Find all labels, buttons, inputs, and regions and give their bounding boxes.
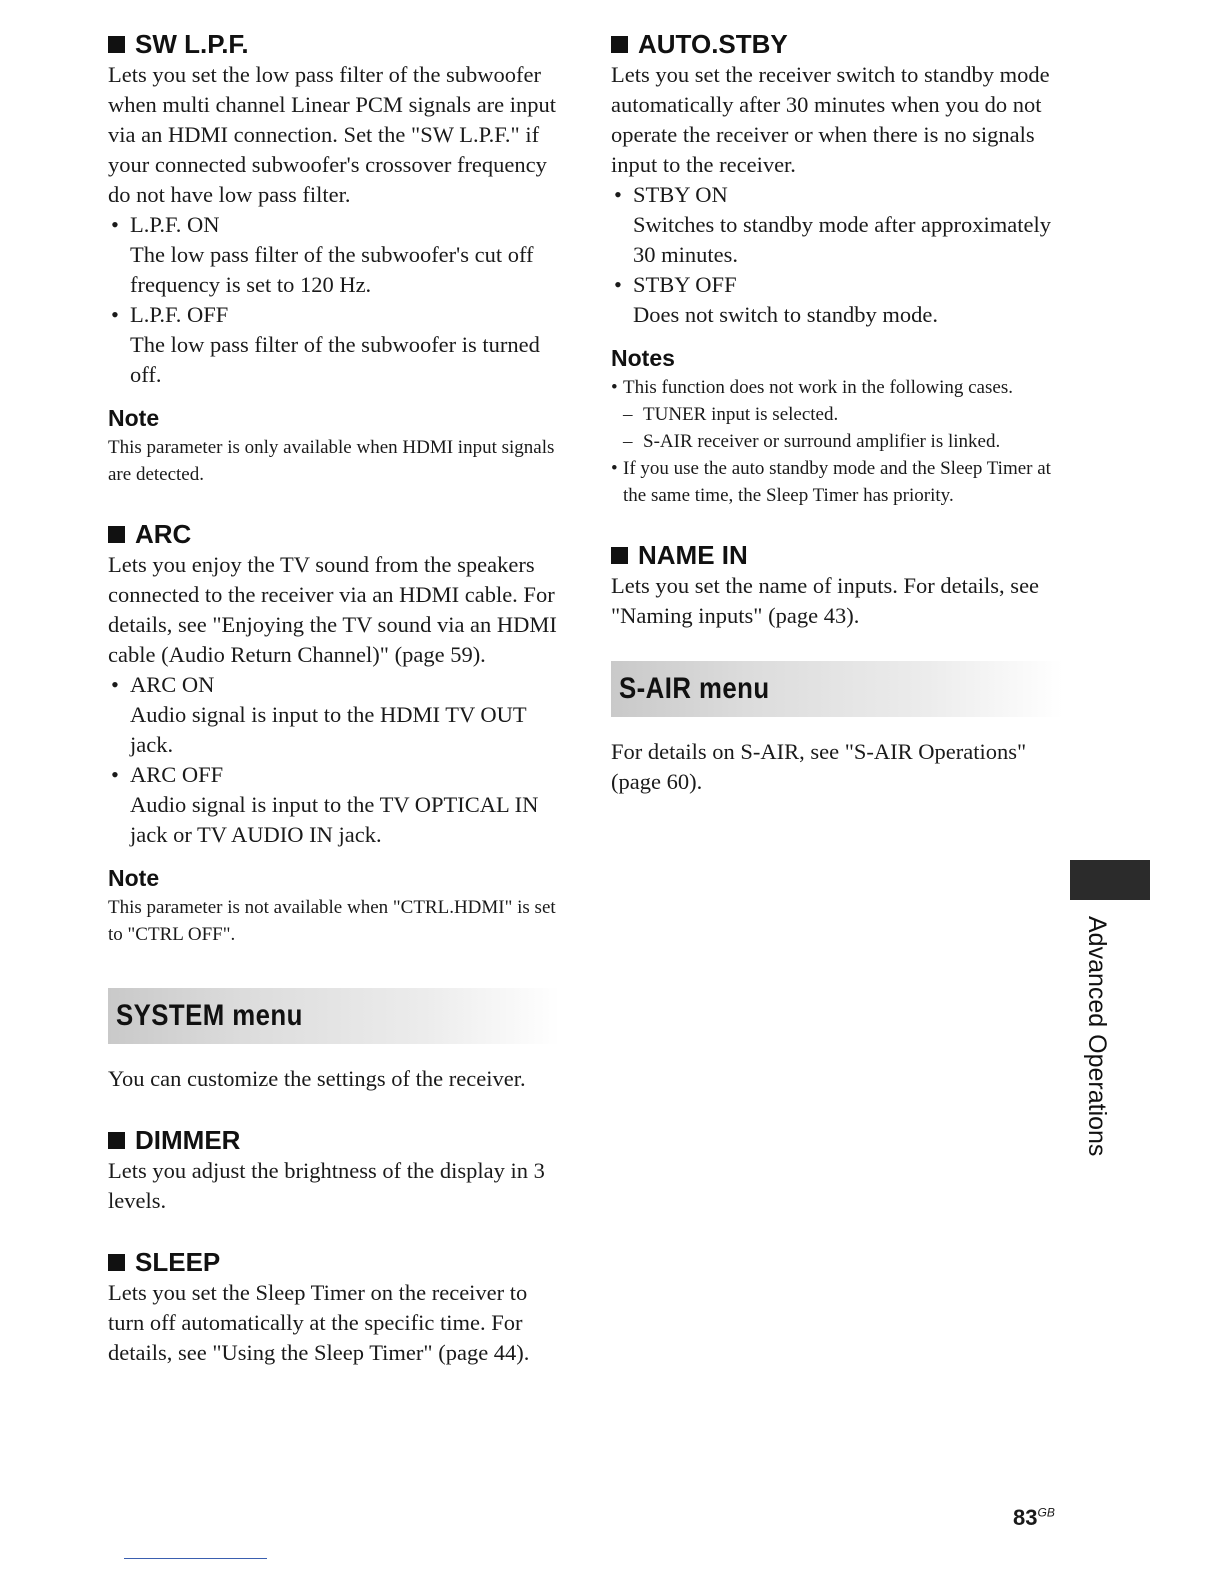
page-number-value: 83 <box>1013 1505 1038 1530</box>
notes-list <box>611 374 1063 509</box>
section-heading <box>611 539 1063 571</box>
note-item <box>611 374 1063 455</box>
option-label: ARC ON <box>130 672 215 697</box>
option-list <box>108 210 560 390</box>
bullet-icon: • <box>614 182 622 207</box>
option-label: STBY OFF <box>633 272 737 297</box>
section-auto-stby <box>611 28 1063 509</box>
option-item <box>611 180 1063 270</box>
section-body: Lets you set the name of inputs. For details, see "Naming inputs" (page 43). <box>611 573 1040 628</box>
option-item <box>108 670 560 760</box>
option-desc: Does not switch to standby mode. <box>633 302 938 327</box>
left-column <box>108 28 560 1368</box>
section-heading <box>108 518 560 550</box>
option-item <box>108 760 560 850</box>
section-body: For details on S-AIR, see "S-AIR Operations" (page 60). <box>611 739 1027 794</box>
section-body: Lets you set the receiver switch to standby mode automatically after 30 minutes when you do not operate the receiver or when there is no signals input to the receiver. <box>611 62 1050 177</box>
menu-banner-title: SYSTEM menu <box>116 999 303 1032</box>
option-item <box>108 210 560 300</box>
page-number <box>1013 1505 1055 1531</box>
option-desc: The low pass filter of the subwoofer is turned off. <box>130 332 540 387</box>
note-subtext: TUNER input is selected. <box>643 404 839 425</box>
option-label: ARC OFF <box>130 762 224 787</box>
option-item <box>611 270 1063 330</box>
menu-banner <box>108 988 560 1044</box>
section-body: Lets you adjust the brightness of the display in 3 levels. <box>108 1158 545 1213</box>
bullet-icon: • <box>111 212 119 237</box>
option-desc: Audio signal is input to the HDMI TV OUT jack. <box>130 702 527 757</box>
section-title: AUTO.STBY <box>638 29 788 59</box>
section-title: DIMMER <box>135 1125 241 1155</box>
note-heading: Note <box>108 405 160 431</box>
square-icon <box>611 547 628 564</box>
menu-banner <box>611 661 1063 717</box>
section-title: SLEEP <box>135 1247 221 1277</box>
note-sublist <box>623 401 1063 455</box>
option-label: L.P.F. OFF <box>130 302 229 327</box>
note-text: This parameter is only available when HDMI input signals are detected. <box>108 437 555 485</box>
menu-banner-title: S-AIR menu <box>619 672 770 705</box>
bullet-icon: • <box>614 272 622 297</box>
section-sw-lpf <box>108 28 560 488</box>
section-body: Lets you set the Sleep Timer on the receiver to turn off automatically at the specific time. For details, see "Using the Sleep Timer" (page 44). <box>108 1280 530 1365</box>
section-title: ARC <box>135 519 192 549</box>
option-item <box>108 300 560 390</box>
note-text: This parameter is not available when "CTRL.HDMI" is set to "CTRL OFF". <box>108 897 556 945</box>
note-subtext: S-AIR receiver or surround amplifier is linked. <box>643 431 1001 452</box>
option-label: STBY ON <box>633 182 728 207</box>
page-number-suffix: GB <box>1037 1505 1055 1520</box>
option-desc: Audio signal is input to the TV OPTICAL IN jack or TV AUDIO IN jack. <box>130 792 539 847</box>
section-body: Lets you set the low pass filter of the subwoofer when multi channel Linear PCM signals are input via an HDMI connection. Set the "SW L.P.F." if your connected subwoofer's crossover frequency do not have low pass filter. <box>108 62 557 207</box>
square-icon <box>108 526 125 543</box>
dash-icon: – <box>623 431 633 452</box>
section-s-air-menu <box>611 661 1063 797</box>
bullet-icon: • <box>111 672 119 697</box>
square-icon <box>108 1132 125 1149</box>
option-desc: The low pass filter of the subwoofer's cut off frequency is set to 120 Hz. <box>130 242 534 297</box>
note-text: If you use the auto standby mode and the Sleep Timer at the same time, the Sleep Timer has priority. <box>623 458 1051 506</box>
dash-icon: – <box>623 404 633 425</box>
bullet-icon: • <box>611 458 618 479</box>
section-dimmer <box>108 1124 560 1216</box>
option-list <box>108 670 560 850</box>
section-name-in <box>611 539 1063 631</box>
option-label: L.P.F. ON <box>130 212 220 237</box>
notes-heading: Notes <box>611 345 675 371</box>
section-body: You can customize the settings of the receiver. <box>108 1066 526 1091</box>
bullet-icon: • <box>611 377 618 398</box>
note-subitem <box>623 401 1063 428</box>
note-item <box>611 455 1063 509</box>
section-title: NAME IN <box>638 540 748 570</box>
section-system-menu <box>108 988 560 1094</box>
option-list <box>611 180 1063 330</box>
square-icon <box>611 36 628 53</box>
section-arc <box>108 518 560 948</box>
section-title: SW L.P.F. <box>135 29 249 59</box>
note-heading: Note <box>108 865 160 891</box>
square-icon <box>108 36 125 53</box>
section-heading <box>108 1124 560 1156</box>
bullet-icon: • <box>111 302 119 327</box>
section-heading <box>108 1246 560 1278</box>
bullet-icon: • <box>111 762 119 787</box>
right-column <box>611 28 1063 797</box>
section-heading <box>108 28 560 60</box>
footer-rule <box>124 1558 267 1559</box>
square-icon <box>108 1254 125 1271</box>
section-heading <box>611 28 1063 60</box>
section-sleep <box>108 1246 560 1368</box>
section-body: Lets you enjoy the TV sound from the speakers connected to the receiver via an HDMI cable. For details, see "Enjoying the TV sound via an HDMI cable (Audio Return Channel)" (page 59). <box>108 552 557 667</box>
note-text: This function does not work in the following cases. <box>623 377 1013 398</box>
chapter-tab-label: Advanced Operations <box>1083 916 1111 1157</box>
note-subitem <box>623 428 1063 455</box>
option-desc: Switches to standby mode after approximately 30 minutes. <box>633 212 1052 267</box>
chapter-tab-marker <box>1070 860 1150 900</box>
